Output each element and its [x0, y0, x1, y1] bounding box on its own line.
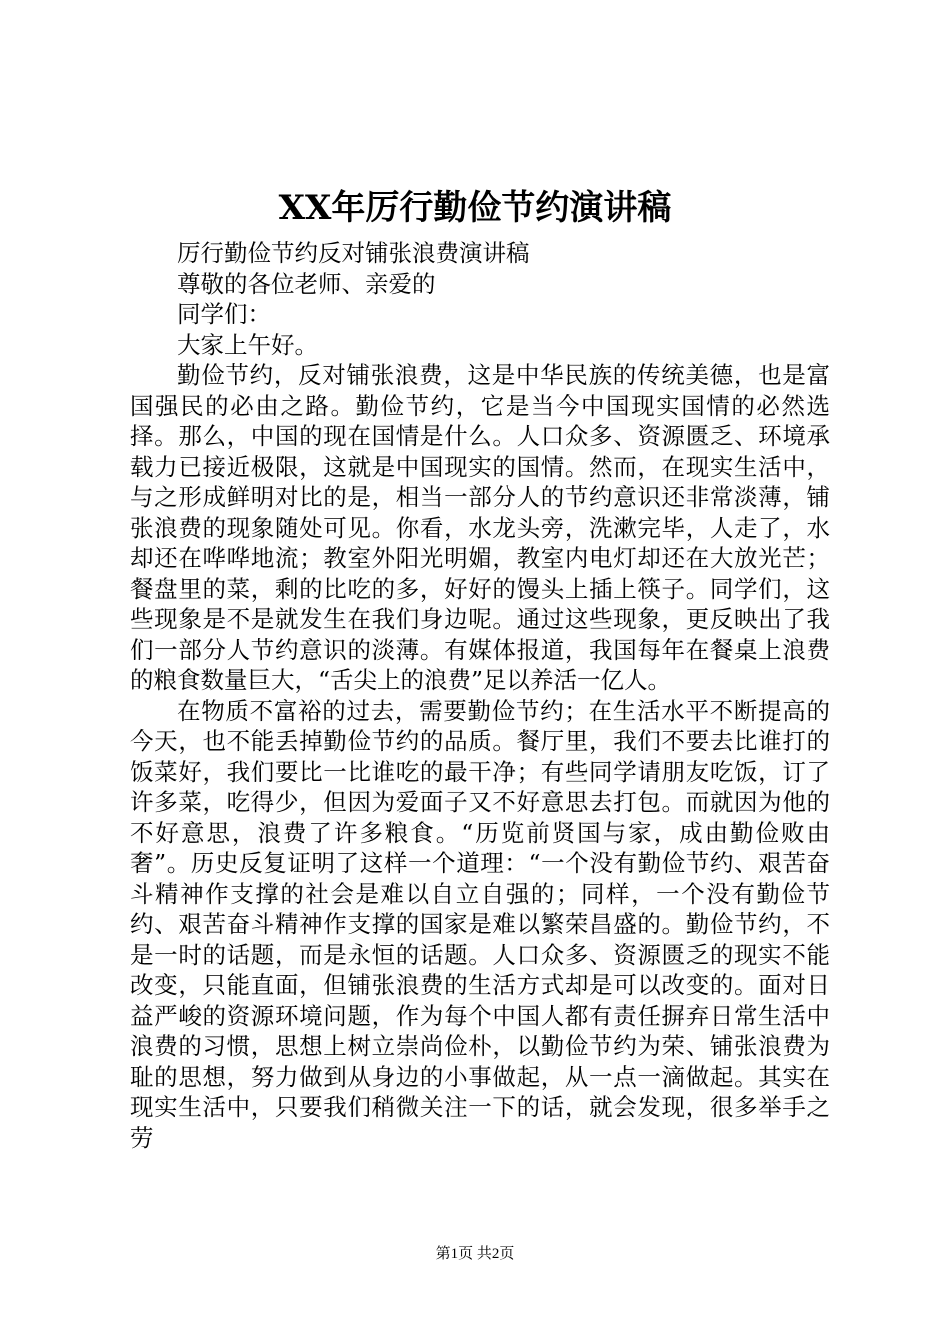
document-body — [130, 238, 830, 1153]
paragraph-body-2: 在物质不富裕的过去，需要勤俭节约；在生活水平不断提高的今天，也不能丢掉勤俭节约的品质。餐厅里，我们不要去比谁打的饭菜好，我们要比一比谁吃的最干净；有些同学请朋友吃饭，订了许多菜，吃得少，但因为爱面子又不好意思去打包。而就因为他的不好意思，浪费了许多粮食。“历览前贤国与家，成由勤俭败由奢”。历史反复证明了这样一个道理：“一个没有勤俭节约、艰苦奋斗精神作支撑的社会是难以自立自强的；同样，一个没有勤俭节约、艰苦奋斗精神作支撑的国家是难以繁荣昌盛的。勤俭节约，不是一时的话题，而是永恒的话题。人口众多、资源匮乏的现实不能改变，只能直面，但铺张浪费的生活方式却是可以改变的。面对日益严峻的资源环境问题，作为每个中国人都有责任摒弃日常生活中浪费的习惯，思想上树立崇尚俭朴，以勤俭节约为荣、铺张浪费为耻的思想，努力做到从身边的小事做起，从一点一滴做起。其实在现实生活中，只要我们稍微关注一下的话，就会发现，很多举手之劳 — [130, 696, 830, 1152]
paragraph-greeting: 大家上午好。 — [177, 330, 318, 359]
paragraph-salutation-cont: 同学们： — [177, 300, 271, 328]
page-footer: 第1页 共2页 — [435, 1246, 515, 1262]
document-title: XX年厉行勤俭节约演讲稿 — [278, 188, 672, 228]
paragraph-body-1: 勤俭节约，反对铺张浪费，这是中华民族的传统美德，也是富国强民的必由之路。勤俭节约，它是当今中国现实国情的必然选择。那么，中国的现在国情是什么。人口众多、资源匮乏、环境承载力已接近极限，这就是中国现实的国情。然而，在现实生活中，与之形成鲜明对比的是，相当一部分人的节约意识还非常淡薄，铺张浪费的现象随处可见。你看，水龙头旁，洗漱完毕，人走了，水却还在哗哗地流；教室外阳光明媚，教室内电灯却还在大放光芒；餐盘里的菜，剩的比吃的多，好好的馒头上插上筷子。同学们，这些现象是不是就发生在我们身边呢。通过这些现象，更反映出了我们一部分人节约意识的淡薄。有媒体报道，我国每年在餐桌上浪费的粮食数量巨大，“舌尖上的浪费”足以养活一亿人。 — [130, 361, 830, 694]
paragraph-subtitle: 厉行勤俭节约反对铺张浪费演讲稿 — [177, 239, 530, 267]
paragraph-salutation: 尊敬的各位老师、亲爱的 — [177, 269, 436, 298]
